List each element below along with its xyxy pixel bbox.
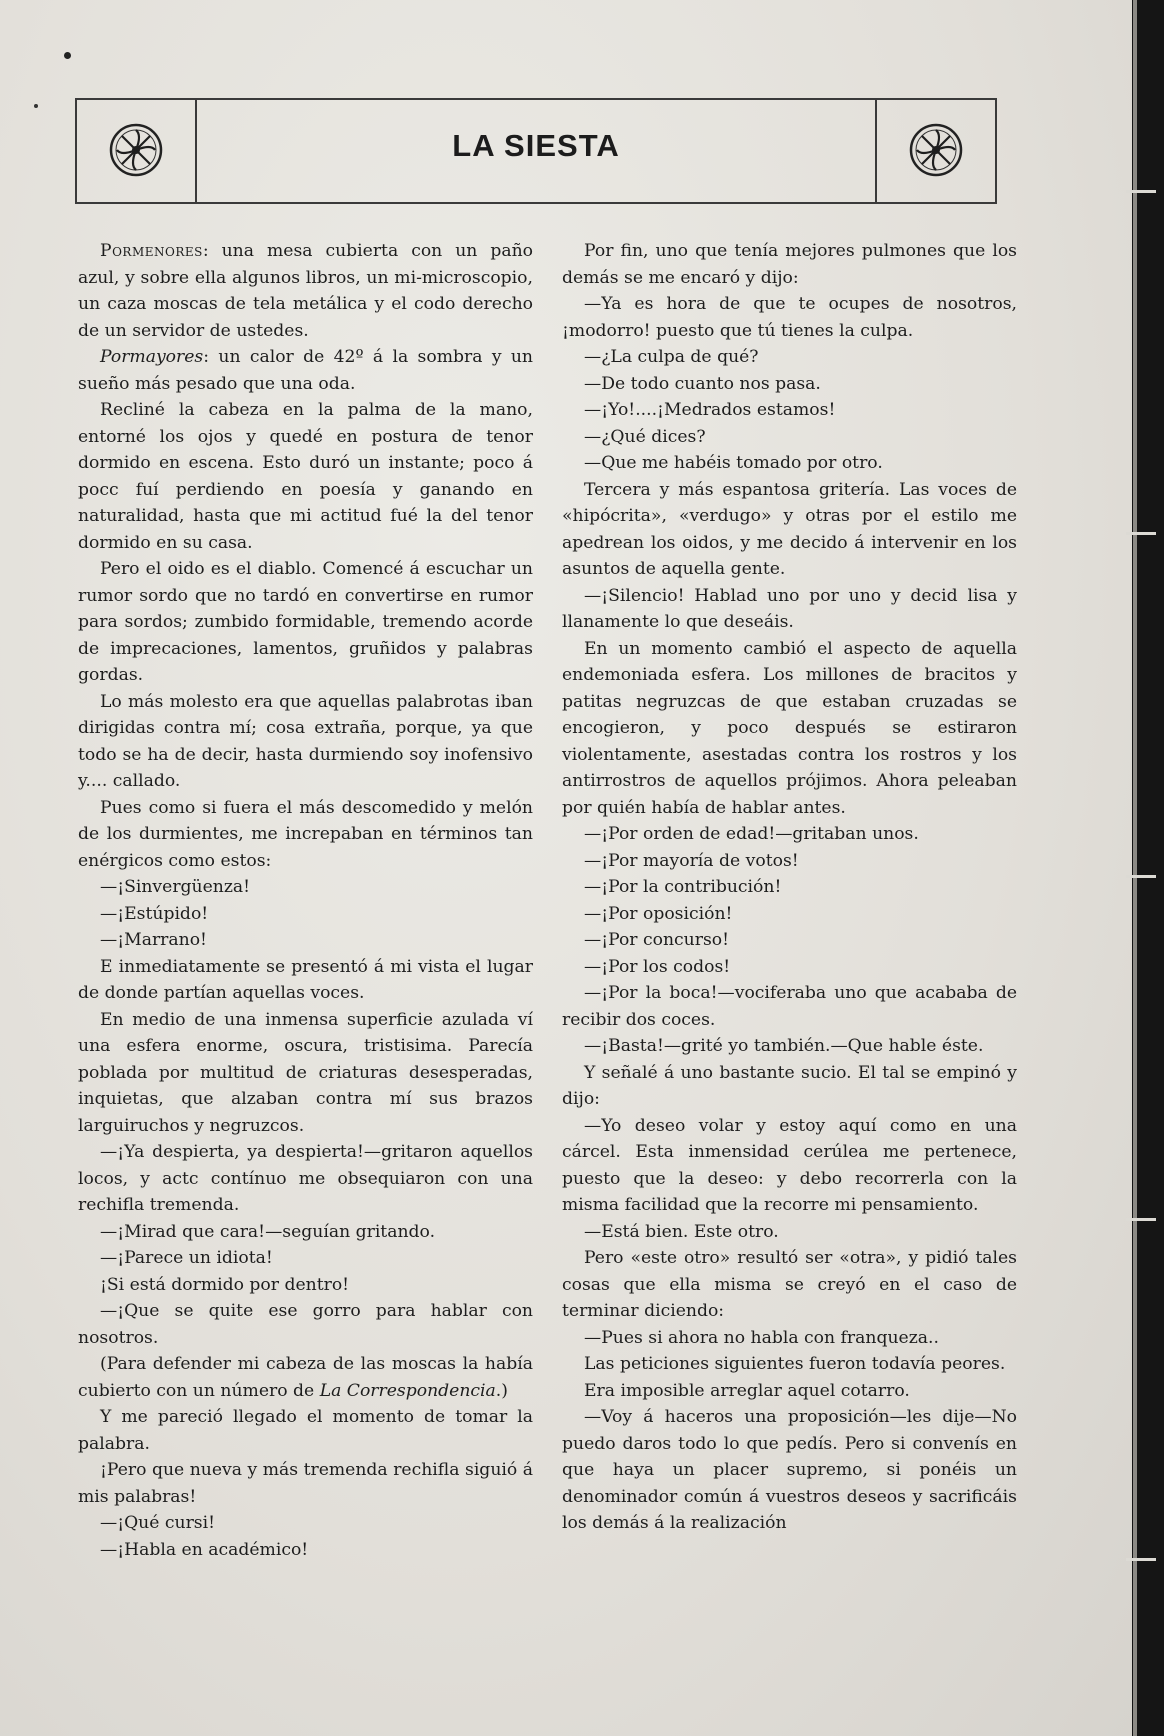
- paragraph-tail: .): [495, 1380, 508, 1401]
- paragraph: [78, 1272, 533, 1299]
- paragraph-text: —¡Parece un idiota!: [100, 1248, 273, 1268]
- paragraph-text: Y me pareció llegado el momento de tomar la palabra.: [78, 1407, 533, 1454]
- paragraph-text: —¡Ya despierta, ya despierta!—gritaron aquellos locos, y actc contínuo me obsequiaron con una rechifla tremenda.: [78, 1142, 533, 1215]
- paragraph: [562, 291, 1017, 344]
- paragraph-text: —¡Por oposición!: [584, 903, 733, 924]
- paragraph: [562, 1325, 1017, 1352]
- paragraph: [78, 1219, 533, 1246]
- paragraph: [78, 344, 533, 397]
- paragraph: [562, 477, 1017, 583]
- paragraph: [78, 1351, 533, 1404]
- paragraph: [78, 874, 533, 901]
- paragraph-text: —¡Por la boca!—vociferaba uno que acababa de recibir dos coces.: [562, 983, 1017, 1030]
- paragraph-text: —De todo cuanto nos pasa.: [584, 373, 821, 394]
- paragraph: [562, 954, 1017, 981]
- paragraph-text: —¡Sinvergüenza!: [100, 877, 251, 897]
- right-ornament-box: [875, 100, 995, 202]
- paragraph-text: —¿La culpa de qué?: [584, 347, 759, 367]
- paragraph-text: —¡Que se quite ese gorro para hablar con nosotros.: [78, 1301, 533, 1348]
- paragraph: [562, 1219, 1017, 1246]
- paragraph-text: —Ya es hora de que te ocupes de nosotros, ¡modorro! puesto que tú tienes la culpa.: [562, 294, 1017, 341]
- paragraph-text: ¡Si está dormido por dentro!: [100, 1274, 350, 1295]
- paragraph: [78, 397, 533, 556]
- paragraph: [78, 1404, 533, 1457]
- paragraph: [78, 1007, 533, 1140]
- publication-title: La Correspondencia: [319, 1380, 496, 1401]
- paragraph: [78, 1298, 533, 1351]
- paragraph-text: Lo más molesto era que aquellas palabrotas iban dirigidas contra mí; cosa extraña, porque, ya que todo se ha de decir, hasta durmiendo soy inofensivo y.... callado.: [78, 691, 533, 791]
- left-text-column: [78, 238, 533, 1563]
- paragraph: [78, 954, 533, 1007]
- paragraph: [78, 1245, 533, 1272]
- ink-speck: [64, 52, 71, 59]
- paragraph: [562, 1245, 1017, 1325]
- paragraph: [562, 1060, 1017, 1113]
- paragraph: [562, 424, 1017, 451]
- paragraph: [78, 795, 533, 875]
- paragraph: [562, 1113, 1017, 1219]
- paragraph-text: Pues como si fuera el más descomedido y melón de los durmientes, me increpaban en términos tan enérgicos como estos:: [78, 797, 533, 871]
- paragraph: [562, 1378, 1017, 1405]
- paragraph-text: Era imposible arreglar aquel cotarro.: [584, 1380, 910, 1401]
- paragraph-text: Recliné la cabeza en la palma de la mano, entorné los ojos y quedé en postura de tenor dormido en escena. Esto duró un instante; poco á pocc fuí perdiendo en poesía y ganando en naturalidad, hasta que mi actitud fué la del tenor dormido en su casa.: [78, 400, 533, 553]
- paragraph: [78, 1139, 533, 1219]
- paragraph: [562, 821, 1017, 848]
- paragraph-text: —¡Marrano!: [100, 930, 207, 950]
- paragraph: [562, 848, 1017, 875]
- paragraph: [78, 238, 533, 344]
- lead-word: Pormenores: [100, 241, 203, 261]
- paragraph-text: —Está bien. Este otro.: [584, 1221, 779, 1242]
- paragraph-text: —¿Qué dices?: [584, 426, 706, 447]
- paragraph-text: —¡Silencio! Hablad uno por uno y decid lisa y llanamente lo que deseáis.: [562, 585, 1017, 632]
- paragraph-text: Pero el oido es el diablo. Comencé á escuchar un rumor sordo que no tardó en convertirse en rumor para sordos; zumbido formidable, tremendo acorde de imprecaciones, lamentos, gruñidos y palabras gordas.: [78, 559, 533, 685]
- paragraph: [78, 1510, 533, 1537]
- paragraph-text: —Yo deseo volar y estoy aquí como en una cárcel. Esta inmensidad cerúlea me pertenece, puesto que la deseo: y debo recorrerla con la misma facilidad que la recorre mi pensamiento.: [562, 1115, 1017, 1215]
- paragraph: [562, 927, 1017, 954]
- paragraph-text: : un calor de 42º á la sombra y un sueño más pesado que una oda.: [78, 347, 533, 394]
- page-title: LA SIESTA: [452, 128, 620, 163]
- paragraph-text: : una mesa cubierta con un paño azul, y sobre ella algunos libros, un mi-microscopio, un caza moscas de tela metálica y el codo derecho de un servidor de ustedes.: [78, 241, 533, 341]
- paragraph: [562, 874, 1017, 901]
- paragraph-text: Las peticiones siguientes fueron todavía peores.: [584, 1354, 1006, 1374]
- paragraph: [78, 689, 533, 795]
- lead-word-italic: Pormayores: [100, 347, 204, 367]
- paragraph-text: En medio de una inmensa superficie azulada ví una esfera enorme, oscura, tristisima. Parecía poblada por multitud de criaturas desesperadas, inquietas, que alzaban contra mí sus brazos larguiruchos y negruzcos.: [78, 1009, 533, 1136]
- paragraph: [562, 1351, 1017, 1378]
- paragraph-text: —¡Yo!....¡Medrados estamos!: [584, 400, 836, 420]
- paragraph: [78, 556, 533, 689]
- paragraph: [562, 980, 1017, 1033]
- paragraph: [562, 371, 1017, 398]
- paragraph: [78, 901, 533, 928]
- paragraph: [562, 636, 1017, 822]
- paragraph-text: —¡Por orden de edad!—gritaban unos.: [584, 824, 919, 844]
- paragraph: [562, 1404, 1017, 1537]
- paragraph-text: —¡Por la contribución!: [584, 877, 782, 897]
- paragraph-text: E inmediatamente se presentó á mi vista el lugar de donde partían aquellas voces.: [78, 956, 533, 1003]
- paragraph: [562, 450, 1017, 477]
- paragraph: [562, 238, 1017, 291]
- paragraph-text: Pero «este otro» resultó ser «otra», y pidió tales cosas que ella misma se creyó en el caso de terminar diciendo:: [562, 1248, 1017, 1321]
- paragraph-text: —¡Por mayoría de votos!: [584, 850, 799, 871]
- paragraph-text: En un momento cambió el aspecto de aquella endemoniada esfera. Los millones de bracitos y patitas negruzcas de que estaban cruzadas se encogieron, y poco después se estiraron violentamente, asestadas contra los rostros y los antirrostros de aquellos prójimos. Ahora peleaban por quién había de hablar antes.: [562, 638, 1017, 818]
- rosette-icon: [909, 123, 963, 177]
- paragraph: [562, 344, 1017, 371]
- paragraph-text: Y señalé á uno bastante sucio. El tal se empinó y dijo:: [562, 1062, 1017, 1109]
- paragraph-text: Tercera y más espantosa gritería. Las voces de «hipócrita», «verdugo» y otras por el estilo me apedrean los oidos, y me decido á intervenir en los asuntos de aquella gente.: [562, 479, 1017, 579]
- paragraph: [78, 1537, 533, 1564]
- paragraph-text: Por fin, uno que tenía mejores pulmones que los demás se me encaró y dijo:: [562, 241, 1017, 288]
- paragraph: [78, 927, 533, 954]
- paragraph-text: —¡Basta!—grité yo también.—Que hable éste.: [584, 1036, 984, 1056]
- paragraph-text: —¡Habla en académico!: [100, 1539, 309, 1560]
- paragraph-text: ¡Pero que nueva y más tremenda rechifla siguió á mis palabras!: [78, 1460, 533, 1507]
- paragraph: [562, 397, 1017, 424]
- paragraph: [562, 1033, 1017, 1060]
- right-text-column: [562, 238, 1017, 1537]
- binding-edge: [1132, 0, 1164, 1736]
- paragraph: [562, 583, 1017, 636]
- paragraph-text: —Voy á haceros una proposición—les dije—No puedo daros todo lo que pedís. Pero si convenís en que haya un placer supremo, si ponéis un denominador común á vuestros deseos y sacrificáis los demás á la realización: [562, 1407, 1017, 1533]
- paragraph-text: —¡Estúpido!: [100, 903, 209, 924]
- paragraph-text: —Que me habéis tomado por otro.: [584, 453, 883, 473]
- paragraph-text: —¡Mirad que cara!—seguían gritando.: [100, 1221, 436, 1242]
- paragraph-text: —¡Qué cursi!: [100, 1513, 216, 1533]
- paragraph: [562, 901, 1017, 928]
- paragraph: [78, 1457, 533, 1510]
- ink-speck: [34, 104, 38, 108]
- title-banner: [75, 98, 997, 204]
- paragraph-text: —¡Por los codos!: [584, 956, 731, 977]
- paragraph-text: —Pues si ahora no habla con franqueza..: [584, 1327, 939, 1348]
- paragraph-text: (Para defender mi cabeza de las moscas la había cubierto con un número de: [78, 1354, 533, 1401]
- paragraph-text: —¡Por concurso!: [584, 930, 730, 950]
